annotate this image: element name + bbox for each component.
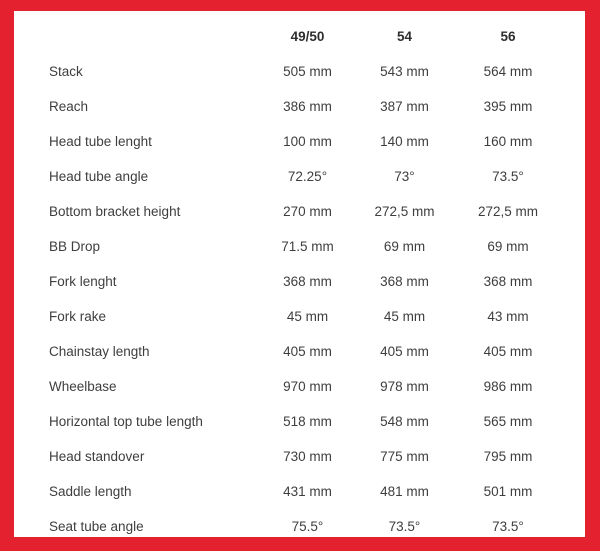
cell-value: 72.25° — [287, 169, 328, 184]
cell-value: 73.5° — [388, 519, 421, 534]
table-row-fork-rake — [14, 299, 563, 334]
cell-value: 45 mm — [383, 309, 426, 324]
table-row-bb-drop — [14, 229, 563, 264]
row-label: Chainstay length — [49, 344, 150, 359]
table-row-horizontal-top-tube-length — [14, 404, 563, 439]
column-header-49-50: 49/50 — [290, 29, 325, 44]
cell-value: 501 mm — [483, 484, 533, 499]
table-row-reach — [14, 89, 563, 124]
row-label: Head standover — [49, 449, 145, 464]
cell-value: 43 mm — [487, 309, 529, 324]
row-label: Head tube lenght — [49, 134, 152, 149]
cell-value: 100 mm — [283, 134, 332, 149]
row-label: Wheelbase — [49, 379, 117, 394]
cell-value: 970 mm — [283, 379, 332, 394]
cell-value: 565 mm — [483, 414, 533, 429]
cell-value: 75.5° — [291, 519, 324, 534]
cell-value: 140 mm — [380, 134, 429, 149]
row-label: Saddle length — [49, 484, 132, 499]
cell-value: 272,5 mm — [477, 204, 539, 219]
cell-value: 272,5 mm — [374, 204, 435, 219]
cell-value: 775 mm — [380, 449, 429, 464]
cell-value: 795 mm — [483, 449, 533, 464]
header-empty-cell — [14, 19, 259, 54]
table-row-head-tube-angle — [14, 159, 563, 194]
column-header-54: 54 — [396, 29, 413, 44]
row-label: Head tube angle — [49, 169, 149, 184]
cell-value: 69 mm — [383, 239, 426, 254]
cell-value: 270 mm — [283, 204, 332, 219]
header-row — [14, 19, 563, 54]
cell-value: 405 mm — [283, 344, 332, 359]
cell-value: 368 mm — [283, 274, 332, 289]
cell-value: 73.5° — [492, 169, 524, 184]
cell-value: 405 mm — [380, 344, 429, 359]
cell-value: 505 mm — [283, 64, 332, 79]
table-row-head-standover — [14, 439, 563, 474]
cell-value: 986 mm — [483, 379, 533, 394]
cell-value: 160 mm — [483, 134, 533, 149]
cell-value: 431 mm — [283, 484, 332, 499]
column-header-56: 56 — [500, 29, 516, 44]
row-label: Fork lenght — [49, 274, 117, 289]
cell-value: 548 mm — [380, 414, 429, 429]
row-label: BB Drop — [49, 239, 101, 254]
cell-value: 73° — [394, 169, 415, 184]
cell-value: 518 mm — [283, 414, 332, 429]
cell-value: 73.5° — [492, 519, 524, 534]
cell-value: 45 mm — [286, 309, 329, 324]
geometry-table-panel — [14, 11, 585, 537]
row-label: Bottom bracket height — [49, 204, 181, 219]
cell-value: 368 mm — [380, 274, 429, 289]
row-label: Fork rake — [49, 309, 107, 324]
row-label: Stack — [49, 64, 83, 79]
cell-value: 368 mm — [483, 274, 533, 289]
table-row-chainstay-length — [14, 334, 563, 369]
row-label: Seat tube angle — [49, 519, 144, 534]
cell-value: 71.5 mm — [281, 239, 334, 254]
cell-value: 387 mm — [380, 99, 429, 114]
cell-value: 543 mm — [380, 64, 429, 79]
table-row-seat-tube-angle — [14, 509, 563, 537]
table-row-wheelbase — [14, 369, 563, 404]
cell-value: 481 mm — [380, 484, 429, 499]
cell-value: 69 mm — [487, 239, 529, 254]
cell-value: 386 mm — [283, 99, 332, 114]
geometry-table — [14, 19, 563, 537]
table-row-fork-lenght — [14, 264, 563, 299]
row-label: Reach — [49, 99, 89, 114]
table-row-head-tube-lenght — [14, 124, 563, 159]
cell-value: 564 mm — [483, 64, 533, 79]
cell-value: 730 mm — [283, 449, 332, 464]
table-row-bottom-bracket-height — [14, 194, 563, 229]
row-label: Horizontal top tube length — [49, 414, 203, 429]
cell-value: 405 mm — [483, 344, 533, 359]
cell-value: 395 mm — [483, 99, 533, 114]
cell-value: 978 mm — [380, 379, 429, 394]
table-row-saddle-length — [14, 474, 563, 509]
table-row-stack — [14, 54, 563, 89]
